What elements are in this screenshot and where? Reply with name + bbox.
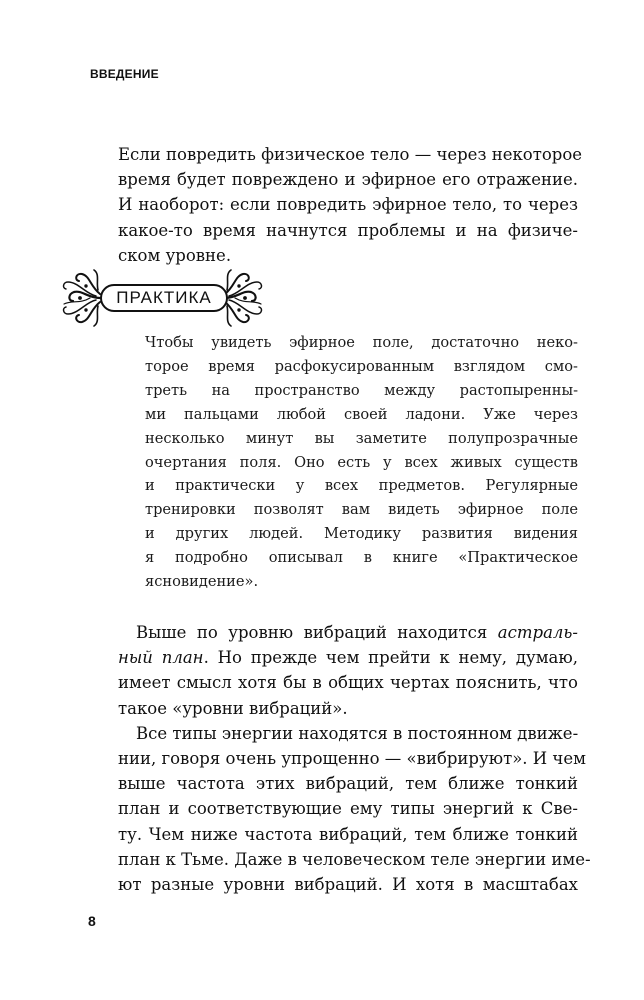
text-line: [118, 645, 578, 670]
text-line: план к Тьме. Даже в человеческом теле энергии име-: [118, 849, 591, 869]
text-line: треть на пространство между растопыренны-: [145, 381, 578, 399]
text-line: несколько минут вы заметите полупрозрачные: [145, 429, 578, 447]
text-line: выше частота этих вибраций, тем ближе тонкий: [118, 774, 578, 794]
text-run: . Но прежде чем прейти к нему, думаю,: [203, 648, 578, 668]
text-line: Чтобы увидеть эфирное поле, достаточно неко-: [145, 334, 578, 351]
emphasis-term: ный план: [118, 648, 204, 668]
text-line: и практически у всех предметов. Регулярные: [145, 477, 578, 495]
emphasis-term: астраль-: [497, 623, 578, 642]
text-line: тренировки позволят вам видеть эфирное поле: [145, 501, 578, 519]
text-line: такое «уровни вибраций».: [118, 698, 348, 718]
text-line: И наоборот: если повредить эфирное тело, то через: [118, 195, 578, 215]
text-line: Все типы энергии находятся в постоянном движе-: [136, 723, 579, 743]
text-line: ми пальцами любой своей ладони. Уже через: [145, 405, 578, 423]
text-line: я подробно описывал в книге «Практическое: [145, 549, 578, 567]
running-head: ВВЕДЕНИЕ: [90, 67, 159, 81]
practice-badge: [60, 268, 265, 328]
practice-text: [145, 331, 578, 594]
text-line: время будет повреждено и эфирное его отражение.: [118, 170, 578, 190]
text-line: имеет смысл хотя бы в общих чертах пояснить, что: [118, 673, 578, 693]
text-line: нии, говоря очень упрощенно — «вибрируют». И чем: [118, 749, 586, 769]
paragraph-1: [118, 142, 583, 268]
text-line: какое-то время начнутся проблемы и на физиче-: [118, 220, 578, 240]
text-line: очертания поля. Оно есть у всех живых существ: [145, 453, 578, 471]
text-line: ту. Чем ниже частота вибраций, тем ближе тонкий: [118, 824, 578, 844]
text-run: Выше по уровню вибраций находится: [136, 623, 498, 642]
page-number: 8: [88, 913, 96, 929]
text-line: торое время расфокусированным взглядом смо-: [145, 357, 578, 375]
text-line: план и соответствующие ему типы энергий к Све-: [118, 799, 578, 819]
practice-label: ПРАКТИКА: [100, 284, 228, 312]
text-line: Если повредить физическое тело — через некоторое: [118, 145, 583, 164]
paragraph-2: [118, 620, 591, 897]
text-line: [118, 620, 578, 645]
text-line: ясновидение».: [145, 573, 259, 591]
text-line: и других людей. Методику развития видения: [145, 525, 578, 543]
text-line: ском уровне.: [118, 245, 232, 265]
text-line: ют разные уровни вибраций. И хотя в масштабах: [118, 875, 578, 895]
